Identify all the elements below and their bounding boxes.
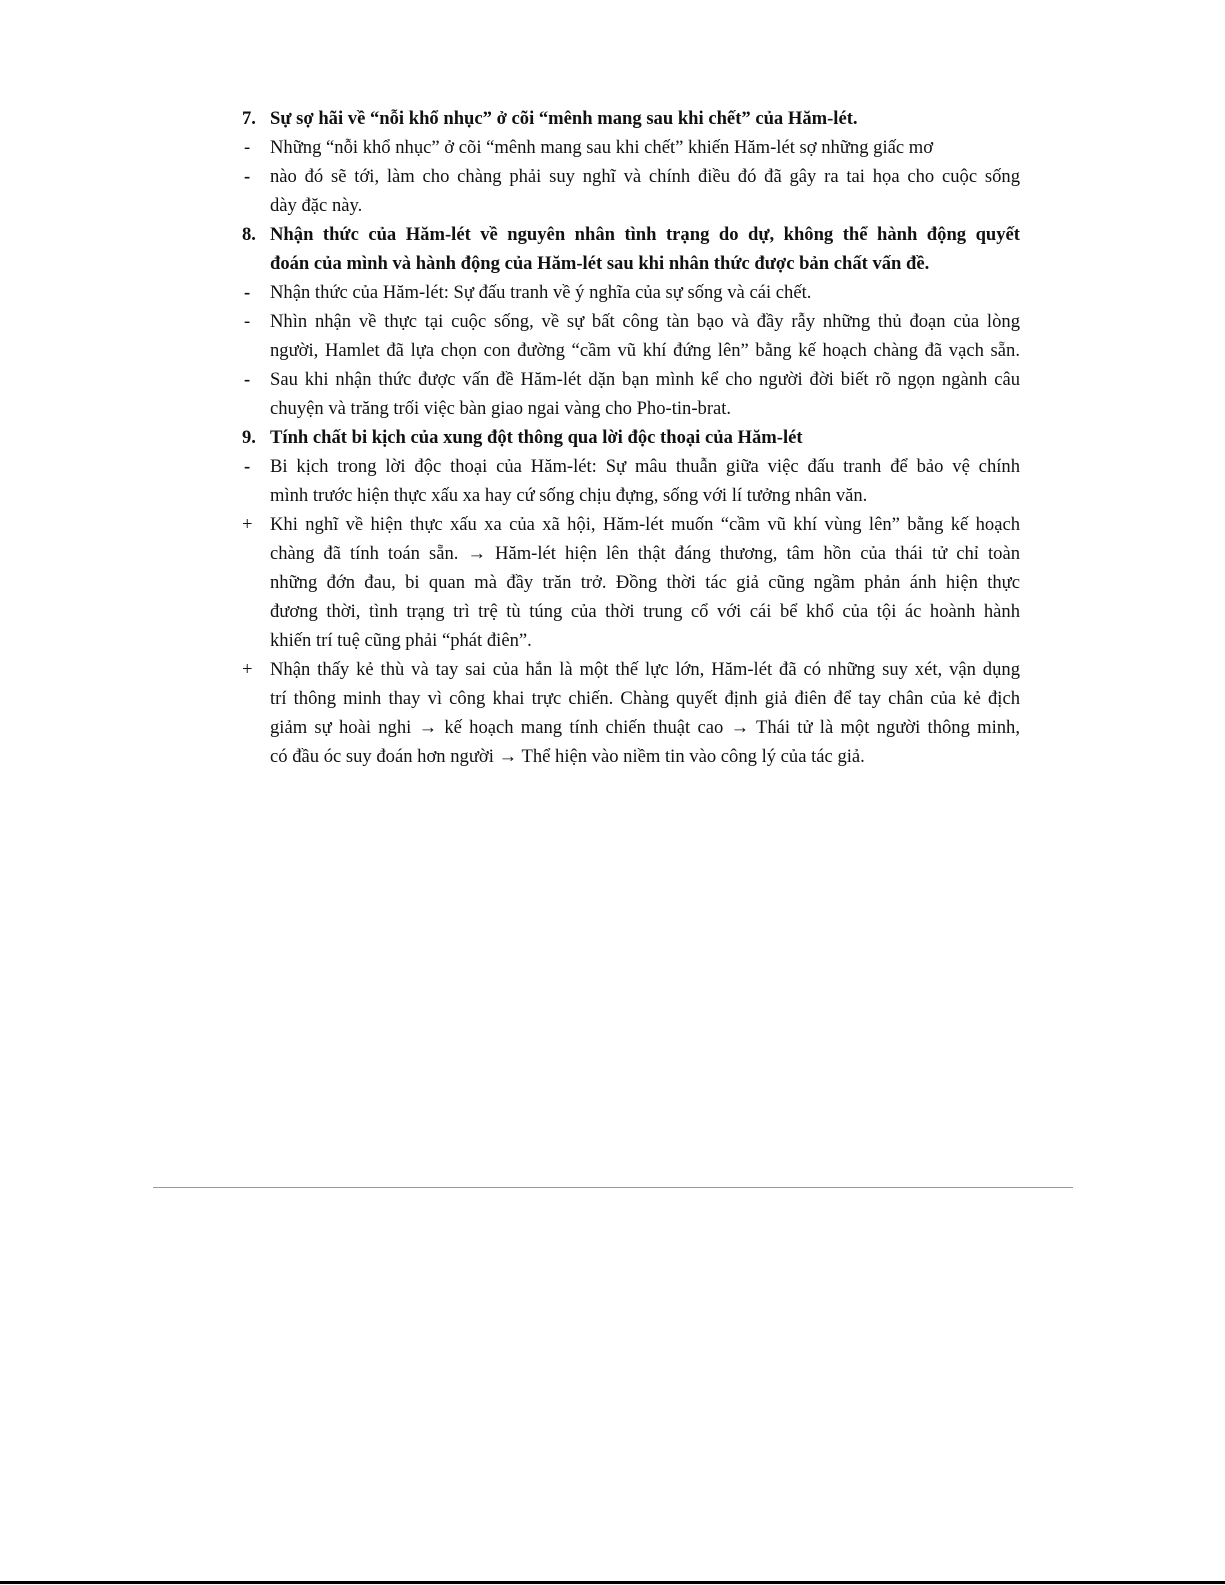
section-heading-8-continued [242, 249, 1020, 278]
paragraph-text: chuyện và trăng trối việc bàn giao ngai vàng cho Pho-tin-brat. [270, 398, 732, 419]
continuation-line [242, 336, 1020, 365]
continuation-line [242, 713, 1020, 742]
plus-bullet: + [242, 659, 253, 680]
section-number: 7. [242, 108, 256, 129]
paragraph-text: người, Hamlet đã lựa chọn con đường “cầm vũ khí đứng lên” bằng kế hoạch chàng đã vạch sẵn. [270, 340, 1020, 361]
paragraph-text: những đớn đau, bi quan mà đầy trăn trở. Đồng thời tác giả cũng ngầm phản ánh hiện thực [270, 572, 1020, 593]
dash-bullet: - [244, 311, 251, 332]
continuation-line [242, 191, 1020, 220]
bullet-text: Những “nỗi khổ nhục” ở cõi “mênh mang sau khi chết” khiến Hăm-lét sợ những giấc mơ [270, 137, 934, 158]
document-body [242, 104, 1020, 771]
section-title: Nhận thức của Hăm-lét về nguyên nhân tình trạng do dự, không thể hành động quyết [270, 224, 1020, 245]
bullet-line [242, 510, 1020, 539]
bullet-text: nào đó sẽ tới, làm cho chàng phải suy nghĩ và chính điều đó đã gây ra tai họa cho cuộc sống [270, 166, 1020, 187]
page-bottom-edge [0, 1581, 1225, 1584]
bullet-line [242, 162, 1020, 191]
continuation-line [242, 568, 1020, 597]
section-title: Tính chất bi kịch của xung đột thông qua lời độc thoại của Hăm-lét [270, 427, 803, 448]
dash-bullet: - [244, 456, 251, 477]
dash-bullet: - [244, 369, 251, 390]
bullet-line [242, 655, 1020, 684]
continuation-line [242, 626, 1020, 655]
bullet-text: Nhìn nhận về thực tại cuộc sống, về sự bất công tàn bạo và đầy rẫy những thủ đoạn của lòng [270, 311, 1020, 332]
bullet-text: Bi kịch trong lời độc thoại của Hăm-lét: Sự mâu thuẫn giữa việc đấu tranh để bảo vệ chính [270, 456, 1020, 477]
continuation-line [242, 394, 1020, 423]
section-number: 9. [242, 427, 256, 448]
dash-bullet: - [244, 166, 251, 187]
paragraph-text: đương thời, tình trạng trì trệ tù túng của thời trung cổ với cái bể khổ của tội ác hoành hành [270, 601, 1020, 622]
continuation-line [242, 684, 1020, 713]
footer-divider [153, 1187, 1073, 1188]
continuation-line [242, 539, 1020, 568]
continuation-line [242, 742, 1020, 771]
bullet-line [242, 133, 1020, 162]
section-number: 8. [242, 224, 256, 245]
paragraph-text: giảm sự hoài nghi → kế hoạch mang tính chiến thuật cao → Thái tử là một người thông minh, [270, 717, 1020, 738]
section-heading-7 [242, 104, 1020, 133]
bullet-text: Sau khi nhận thức được vấn đề Hăm-lét dặn bạn mình kể cho người đời biết rõ ngọn ngành câu [270, 369, 1020, 390]
section-title: Sự sợ hãi về “nỗi khổ nhục” ở cõi “mênh mang sau khi chết” của Hăm-lét. [270, 108, 858, 129]
plus-bullet: + [242, 514, 253, 535]
bullet-line [242, 278, 1020, 307]
dash-bullet: - [244, 282, 251, 303]
bullet-line [242, 452, 1020, 481]
bullet-text: Nhận thấy kẻ thù và tay sai của hắn là một thế lực lớn, Hăm-lét đã có những suy xét, vận dụng [270, 659, 1020, 680]
bullet-line [242, 365, 1020, 394]
bullet-text: Nhận thức của Hăm-lét: Sự đấu tranh về ý nghĩa của sự sống và cái chết. [270, 282, 812, 303]
section-heading-9 [242, 423, 1020, 452]
section-title: đoán của mình và hành động của Hăm-lét sau khi nhân thức được bản chất vấn đề. [270, 253, 930, 274]
paragraph-text: khiến trí tuệ cũng phải “phát điên”. [270, 630, 532, 651]
paragraph-text: mình trước hiện thực xấu xa hay cứ sống chịu đựng, sống với lí tưởng nhân văn. [270, 485, 868, 506]
bullet-text: Khi nghĩ về hiện thực xấu xa của xã hội, Hăm-lét muốn “cầm vũ khí vùng lên” bằng kế hoạch [270, 514, 1020, 535]
continuation-line [242, 597, 1020, 626]
paragraph-text: có đầu óc suy đoán hơn người → Thể hiện vào niềm tin vào công lý của tác giả. [270, 746, 865, 767]
dash-bullet: - [244, 137, 251, 158]
paragraph-text: dày đặc này. [270, 195, 363, 216]
continuation-line [242, 481, 1020, 510]
paragraph-text: trí thông minh thay vì công khai trực chiến. Chàng quyết định giả điên để tay chân của kẻ địch [270, 688, 1020, 709]
bullet-line [242, 307, 1020, 336]
paragraph-text: chàng đã tính toán sẵn. → Hăm-lét hiện lên thật đáng thương, tâm hồn của thái tử chỉ toàn [270, 543, 1020, 564]
section-heading-8 [242, 220, 1020, 249]
